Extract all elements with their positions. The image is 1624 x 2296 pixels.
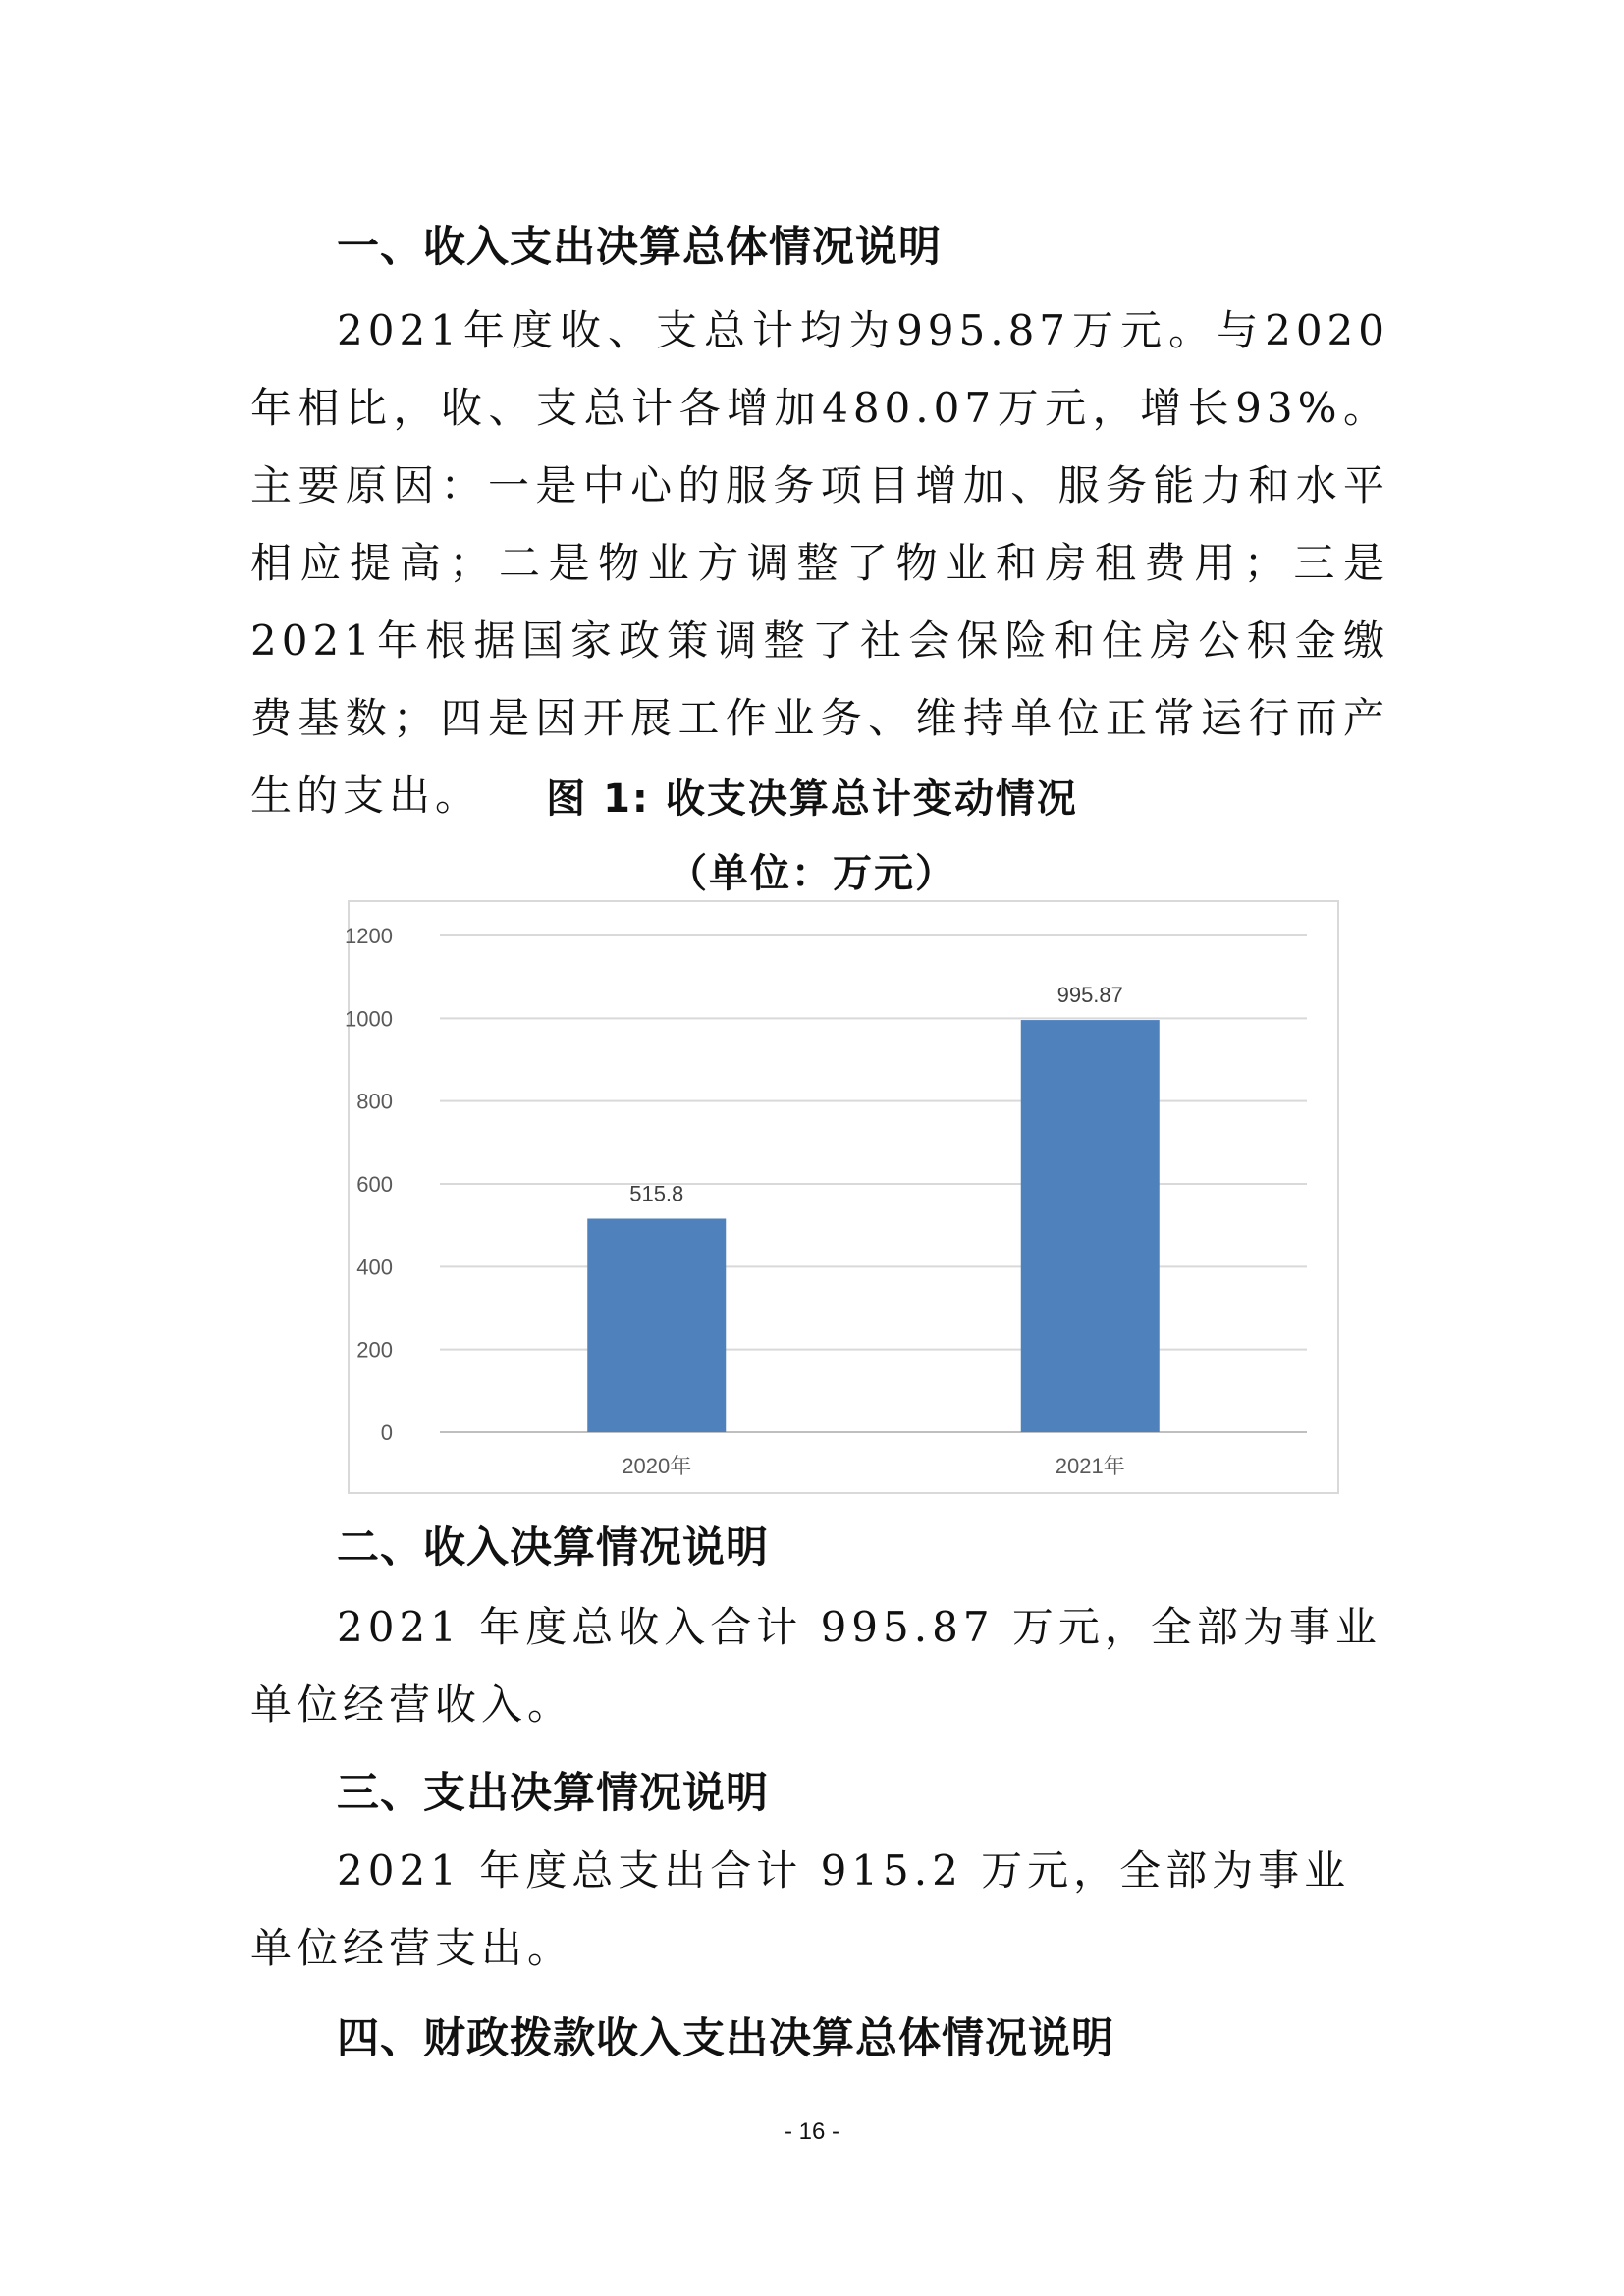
chart-canvas bbox=[345, 902, 1337, 1492]
section-1-paragraph: 2021年度收、支总计均为995.87万元。与2020年相比，收、支总计各增加480.07万元，增长93%。主要原因：一是中心的服务项目增加、服务能力和水平相应提高；二是物业方调整了物业和房租费用；三是2021年根据国家政策调整了社会保险和住房公积金缴费基数；四是因开展工作业务、维持单位正常运行而产生的支出。 bbox=[250, 306, 1389, 820]
y-tick-label: 200 bbox=[356, 1337, 393, 1362]
section-2-heading: 二、收入决算情况说明 bbox=[337, 1523, 769, 1573]
section-3-heading: 三、支出决算情况说明 bbox=[337, 1769, 769, 1818]
bar-2020年 bbox=[587, 1219, 726, 1432]
section-2-paragraph: 2021 年度总收入合计 995.87 万元，全部为事业单位经营收入。 bbox=[250, 1603, 1381, 1729]
page-number: - 16 - bbox=[784, 2118, 839, 2145]
y-tick-label: 0 bbox=[380, 1420, 393, 1445]
figure-title: 图 1: 收支决算总计变动情况 bbox=[546, 776, 1078, 822]
section-1-heading: 一、收入支出决算总体情况说明 bbox=[337, 223, 942, 272]
y-tick-label: 400 bbox=[356, 1255, 393, 1280]
data-label: 995.87 bbox=[1056, 983, 1123, 1008]
y-tick-label: 800 bbox=[356, 1089, 393, 1114]
data-label: 515.8 bbox=[629, 1181, 684, 1206]
y-tick-label: 600 bbox=[356, 1172, 393, 1197]
y-tick-label: 1000 bbox=[345, 1006, 393, 1032]
bar-2021年 bbox=[1021, 1020, 1160, 1432]
section-3-paragraph: 2021 年度总支出合计 915.2 万元，全部为事业单位经营支出。 bbox=[250, 1846, 1351, 1972]
x-tick-label: 2020年 bbox=[622, 1454, 692, 1478]
figure-unit: （单位：万元） bbox=[668, 851, 956, 896]
bar-chart bbox=[345, 900, 1339, 1494]
y-tick-label: 1200 bbox=[345, 924, 393, 948]
x-tick-label: 2021年 bbox=[1055, 1454, 1125, 1478]
section-4-heading: 四、财政拨款收入支出决算总体情况说明 bbox=[337, 2014, 1114, 2063]
